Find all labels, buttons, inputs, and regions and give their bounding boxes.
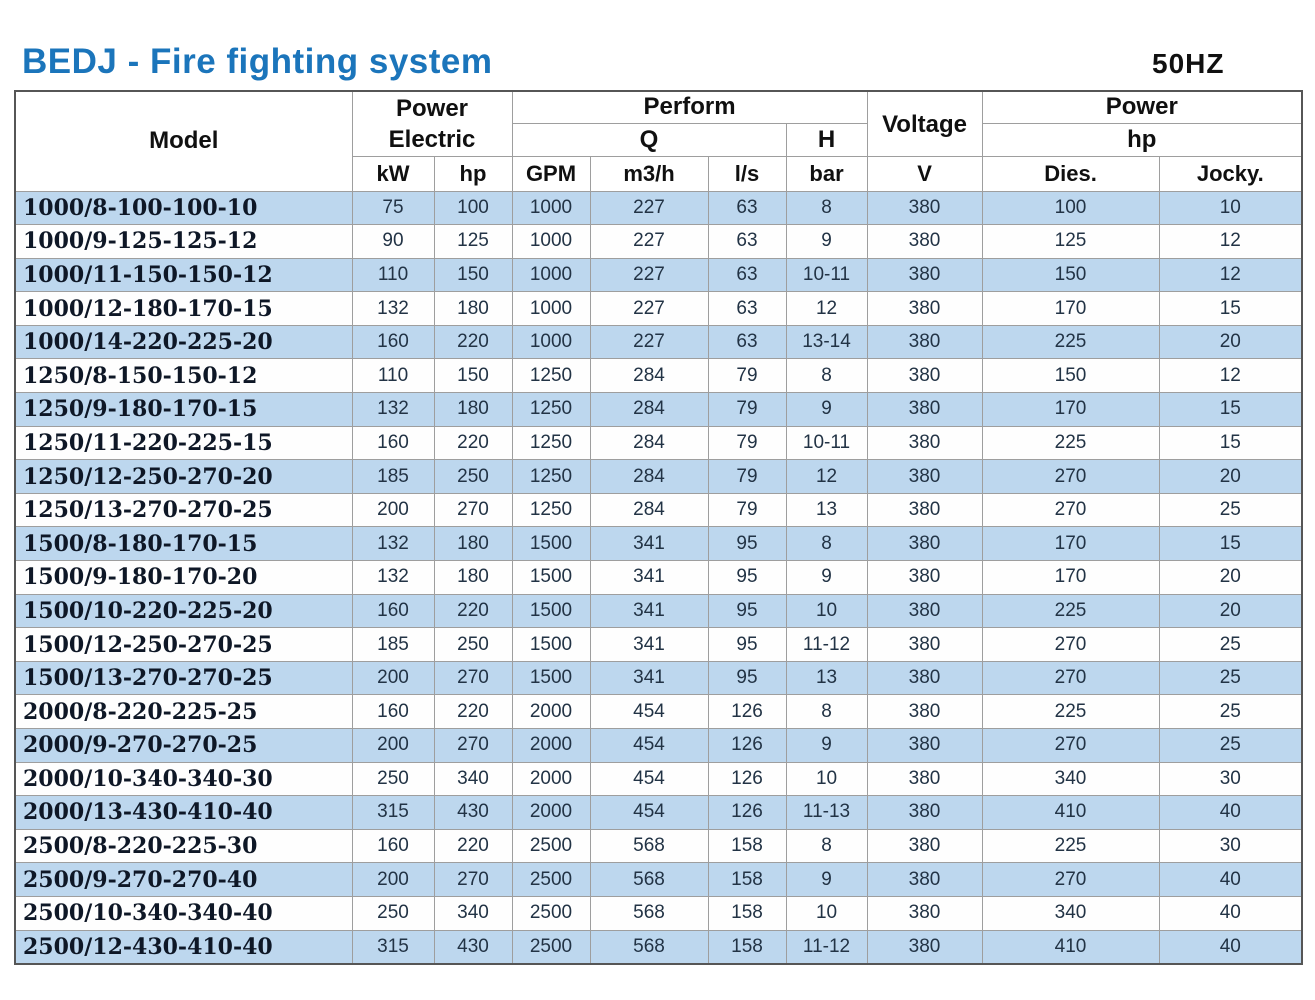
model-cell: 2500/12-430-410-40 [15,930,352,964]
value-cell: 160 [352,325,434,359]
value-cell: 95 [708,561,786,595]
value-cell: 284 [590,393,708,427]
value-cell: 1000 [512,225,590,259]
value-cell: 8 [786,191,867,225]
value-cell: 270 [982,863,1159,897]
unit-header-hp: hp [434,156,512,191]
value-cell: 9 [786,225,867,259]
table-row [15,191,1302,225]
value-cell: 150 [982,359,1159,393]
value-cell: 10 [786,896,867,930]
model-cell: 2000/8-220-225-25 [15,695,352,729]
value-cell: 227 [590,258,708,292]
value-cell: 63 [708,258,786,292]
model-cell: 2500/9-270-270-40 [15,863,352,897]
value-cell: 284 [590,460,708,494]
value-cell: 2500 [512,896,590,930]
unit-header-v: V [867,156,982,191]
model-cell: 1000/11-150-150-12 [15,258,352,292]
value-cell: 270 [434,661,512,695]
value-cell: 95 [708,594,786,628]
value-cell: 8 [786,829,867,863]
model-cell: 1250/8-150-150-12 [15,359,352,393]
model-cell: 2000/9-270-270-25 [15,729,352,763]
value-cell: 15 [1159,292,1302,326]
table-row [15,628,1302,662]
value-cell: 380 [867,930,982,964]
value-cell: 270 [434,863,512,897]
value-cell: 185 [352,460,434,494]
table-body [15,191,1302,964]
value-cell: 79 [708,359,786,393]
value-cell: 9 [786,561,867,595]
value-cell: 40 [1159,796,1302,830]
value-cell: 430 [434,930,512,964]
value-cell: 225 [982,594,1159,628]
power-electric-line1: Power [395,94,469,122]
model-cell: 1250/11-220-225-15 [15,426,352,460]
model-cell: 1000/8-100-100-10 [15,191,352,225]
value-cell: 12 [1159,225,1302,259]
value-cell: 200 [352,863,434,897]
value-cell: 150 [434,258,512,292]
value-cell: 270 [982,661,1159,695]
value-cell: 40 [1159,930,1302,964]
value-cell: 380 [867,292,982,326]
value-cell: 30 [1159,829,1302,863]
value-cell: 25 [1159,628,1302,662]
value-cell: 341 [590,628,708,662]
value-cell: 250 [352,762,434,796]
model-cell: 1250/12-250-270-20 [15,460,352,494]
value-cell: 158 [708,863,786,897]
model-cell: 1500/10-220-225-20 [15,594,352,628]
value-cell: 270 [982,628,1159,662]
value-cell: 227 [590,325,708,359]
value-cell: 25 [1159,695,1302,729]
value-cell: 225 [982,325,1159,359]
value-cell: 270 [434,493,512,527]
value-cell: 380 [867,460,982,494]
value-cell: 10 [786,594,867,628]
value-cell: 454 [590,796,708,830]
value-cell: 79 [708,460,786,494]
table-row [15,359,1302,393]
value-cell: 380 [867,896,982,930]
value-cell: 340 [434,762,512,796]
value-cell: 568 [590,896,708,930]
value-cell: 225 [982,426,1159,460]
value-cell: 75 [352,191,434,225]
value-cell: 380 [867,527,982,561]
table-row [15,930,1302,964]
value-cell: 454 [590,695,708,729]
value-cell: 110 [352,359,434,393]
value-cell: 170 [982,393,1159,427]
value-cell: 158 [708,829,786,863]
value-cell: 430 [434,796,512,830]
value-cell: 180 [434,393,512,427]
table-row [15,896,1302,930]
table-header [15,91,1302,191]
value-cell: 132 [352,561,434,595]
value-cell: 250 [352,896,434,930]
value-cell: 454 [590,729,708,763]
value-cell: 8 [786,359,867,393]
value-cell: 341 [590,527,708,561]
value-cell: 380 [867,695,982,729]
value-cell: 341 [590,594,708,628]
model-cell: 1500/9-180-170-20 [15,561,352,595]
table-row [15,393,1302,427]
value-cell: 380 [867,258,982,292]
frequency-label: 50HZ [1152,48,1225,79]
value-cell: 100 [982,191,1159,225]
value-cell: 12 [1159,258,1302,292]
value-cell: 227 [590,191,708,225]
model-cell: 2000/10-340-340-30 [15,762,352,796]
value-cell: 270 [982,729,1159,763]
model-cell: 1000/14-220-225-20 [15,325,352,359]
value-cell: 10-11 [786,426,867,460]
col-header-power: Power [982,91,1302,123]
value-cell: 20 [1159,325,1302,359]
table-row [15,661,1302,695]
value-cell: 270 [982,460,1159,494]
value-cell: 158 [708,896,786,930]
unit-header-jocky: Jocky. [1159,156,1302,191]
value-cell: 1000 [512,325,590,359]
table-row [15,796,1302,830]
table-row [15,460,1302,494]
value-cell: 25 [1159,493,1302,527]
value-cell: 125 [434,225,512,259]
value-cell: 380 [867,493,982,527]
value-cell: 380 [867,225,982,259]
model-cell: 2500/10-340-340-40 [15,896,352,930]
value-cell: 180 [434,292,512,326]
value-cell: 220 [434,695,512,729]
value-cell: 1000 [512,258,590,292]
value-cell: 13 [786,493,867,527]
unit-header-dies: Dies. [982,156,1159,191]
value-cell: 9 [786,863,867,897]
value-cell: 11-13 [786,796,867,830]
value-cell: 225 [982,695,1159,729]
value-cell: 1250 [512,460,590,494]
value-cell: 8 [786,695,867,729]
value-cell: 1250 [512,359,590,393]
value-cell: 340 [434,896,512,930]
value-cell: 63 [708,325,786,359]
value-cell: 410 [982,796,1159,830]
value-cell: 380 [867,796,982,830]
value-cell: 1500 [512,594,590,628]
col-header-perform: Perform [512,91,867,123]
value-cell: 1250 [512,493,590,527]
value-cell: 1000 [512,191,590,225]
value-cell: 79 [708,493,786,527]
value-cell: 15 [1159,426,1302,460]
value-cell: 380 [867,594,982,628]
value-cell: 13 [786,661,867,695]
value-cell: 63 [708,292,786,326]
value-cell: 2500 [512,863,590,897]
value-cell: 160 [352,426,434,460]
value-cell: 126 [708,695,786,729]
value-cell: 100 [434,191,512,225]
value-cell: 63 [708,191,786,225]
table-row [15,729,1302,763]
value-cell: 20 [1159,561,1302,595]
table-row [15,695,1302,729]
value-cell: 380 [867,191,982,225]
table-row [15,527,1302,561]
value-cell: 12 [1159,359,1302,393]
value-cell: 132 [352,292,434,326]
value-cell: 63 [708,225,786,259]
col-header-q: Q [512,123,786,156]
value-cell: 380 [867,661,982,695]
value-cell: 380 [867,628,982,662]
value-cell: 170 [982,292,1159,326]
value-cell: 40 [1159,863,1302,897]
value-cell: 150 [982,258,1159,292]
value-cell: 30 [1159,762,1302,796]
model-cell: 1500/12-250-270-25 [15,628,352,662]
model-cell: 1000/9-125-125-12 [15,225,352,259]
value-cell: 380 [867,561,982,595]
value-cell: 340 [982,896,1159,930]
value-cell: 1250 [512,426,590,460]
value-cell: 9 [786,393,867,427]
value-cell: 341 [590,661,708,695]
unit-header-gpm: GPM [512,156,590,191]
table-row [15,762,1302,796]
value-cell: 380 [867,393,982,427]
value-cell: 380 [867,829,982,863]
unit-header-m3h: m3/h [590,156,708,191]
value-cell: 284 [590,359,708,393]
value-cell: 15 [1159,393,1302,427]
value-cell: 170 [982,561,1159,595]
value-cell: 220 [434,426,512,460]
value-cell: 284 [590,493,708,527]
value-cell: 1250 [512,393,590,427]
value-cell: 1500 [512,561,590,595]
value-cell: 160 [352,695,434,729]
value-cell: 270 [434,729,512,763]
model-cell: 2000/13-430-410-40 [15,796,352,830]
value-cell: 315 [352,796,434,830]
value-cell: 10-11 [786,258,867,292]
value-cell: 90 [352,225,434,259]
value-cell: 95 [708,527,786,561]
value-cell: 79 [708,426,786,460]
value-cell: 220 [434,325,512,359]
value-cell: 341 [590,561,708,595]
value-cell: 340 [982,762,1159,796]
value-cell: 126 [708,762,786,796]
value-cell: 15 [1159,527,1302,561]
value-cell: 380 [867,426,982,460]
value-cell: 110 [352,258,434,292]
table-row [15,561,1302,595]
table-row [15,426,1302,460]
value-cell: 10 [786,762,867,796]
value-cell: 11-12 [786,628,867,662]
value-cell: 1500 [512,527,590,561]
value-cell: 200 [352,729,434,763]
value-cell: 250 [434,628,512,662]
table-row [15,493,1302,527]
value-cell: 380 [867,729,982,763]
model-cell: 1250/13-270-270-25 [15,493,352,527]
value-cell: 12 [786,460,867,494]
col-header-hp-sub: hp [982,123,1302,156]
value-cell: 25 [1159,729,1302,763]
value-cell: 11-12 [786,930,867,964]
page-title: BEDJ - Fire fighting system [22,42,493,81]
col-header-model: Model [15,91,352,191]
value-cell: 125 [982,225,1159,259]
value-cell: 568 [590,829,708,863]
value-cell: 20 [1159,460,1302,494]
value-cell: 225 [982,829,1159,863]
value-cell: 410 [982,930,1159,964]
col-header-h: H [786,123,867,156]
value-cell: 10 [1159,191,1302,225]
value-cell: 2000 [512,729,590,763]
value-cell: 1500 [512,661,590,695]
value-cell: 40 [1159,896,1302,930]
value-cell: 1000 [512,292,590,326]
value-cell: 2500 [512,930,590,964]
value-cell: 227 [590,225,708,259]
model-cell: 1000/12-180-170-15 [15,292,352,326]
value-cell: 95 [708,628,786,662]
value-cell: 380 [867,863,982,897]
spec-table [14,90,1303,965]
value-cell: 380 [867,325,982,359]
model-cell: 1500/13-270-270-25 [15,661,352,695]
model-cell: 1500/8-180-170-15 [15,527,352,561]
value-cell: 132 [352,393,434,427]
model-cell: 1250/9-180-170-15 [15,393,352,427]
table-row [15,225,1302,259]
table-row [15,258,1302,292]
value-cell: 150 [434,359,512,393]
value-cell: 126 [708,796,786,830]
value-cell: 2000 [512,695,590,729]
value-cell: 95 [708,661,786,695]
value-cell: 9 [786,729,867,763]
value-cell: 13-14 [786,325,867,359]
value-cell: 1500 [512,628,590,662]
model-cell: 2500/8-220-225-30 [15,829,352,863]
value-cell: 126 [708,729,786,763]
value-cell: 8 [786,527,867,561]
value-cell: 200 [352,493,434,527]
value-cell: 160 [352,594,434,628]
value-cell: 454 [590,762,708,796]
unit-header-ls: l/s [708,156,786,191]
value-cell: 132 [352,527,434,561]
value-cell: 200 [352,661,434,695]
value-cell: 25 [1159,661,1302,695]
value-cell: 380 [867,359,982,393]
value-cell: 270 [982,493,1159,527]
value-cell: 315 [352,930,434,964]
col-header-voltage: Voltage [867,91,982,156]
value-cell: 220 [434,594,512,628]
value-cell: 12 [786,292,867,326]
unit-header-kw: kW [352,156,434,191]
table-row [15,863,1302,897]
table-row [15,594,1302,628]
value-cell: 170 [982,527,1159,561]
value-cell: 79 [708,393,786,427]
value-cell: 2000 [512,796,590,830]
value-cell: 2500 [512,829,590,863]
value-cell: 568 [590,863,708,897]
value-cell: 284 [590,426,708,460]
value-cell: 2000 [512,762,590,796]
value-cell: 568 [590,930,708,964]
value-cell: 180 [434,561,512,595]
value-cell: 160 [352,829,434,863]
power-electric-line2: Electric [388,125,476,153]
table-row [15,292,1302,326]
value-cell: 185 [352,628,434,662]
table-row [15,829,1302,863]
value-cell: 20 [1159,594,1302,628]
col-header-power-electric [352,91,512,156]
value-cell: 227 [590,292,708,326]
value-cell: 158 [708,930,786,964]
table-row [15,325,1302,359]
value-cell: 220 [434,829,512,863]
unit-header-bar: bar [786,156,867,191]
value-cell: 250 [434,460,512,494]
value-cell: 180 [434,527,512,561]
value-cell: 380 [867,762,982,796]
